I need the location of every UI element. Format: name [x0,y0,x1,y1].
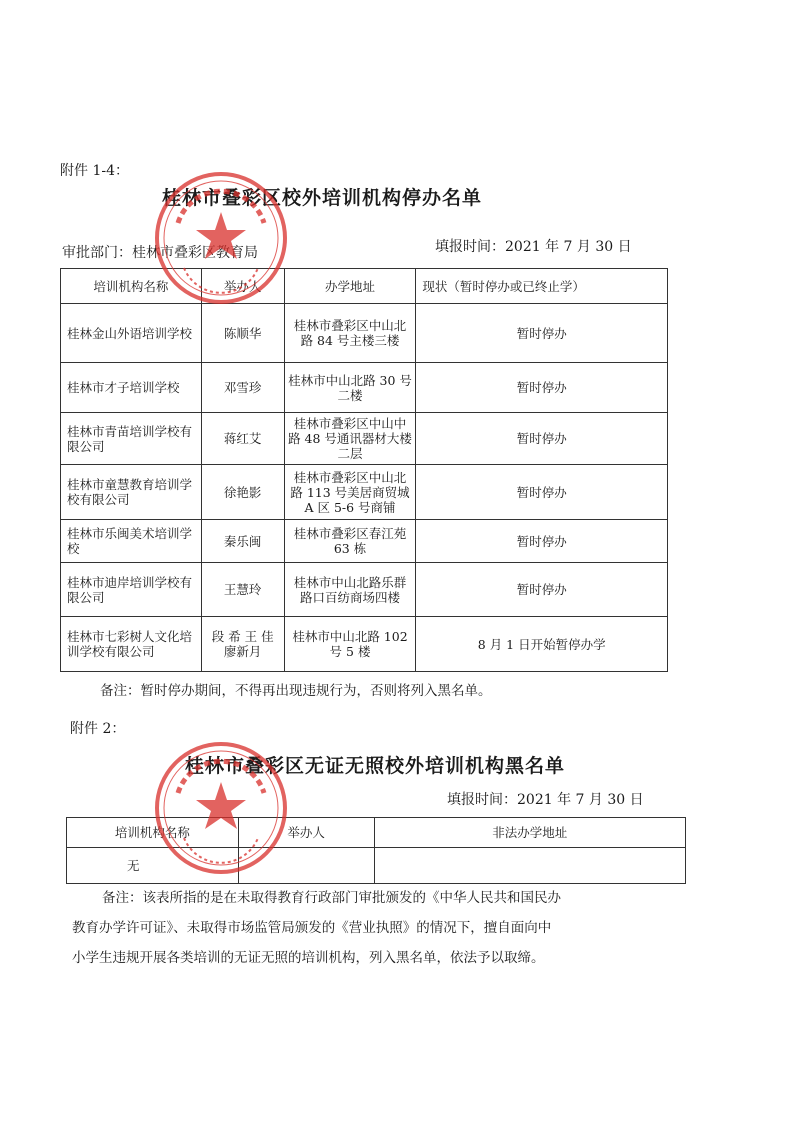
org-name: 无 [67,848,239,884]
header-cell: 办学地址 [284,269,416,304]
org-name: 桂林市七彩树人文化培训学校有限公司 [61,617,202,672]
appendix1-title: 桂林市叠彩区校外培训机构停办名单 [162,187,483,209]
address: 桂林市叠彩区春江苑 63 栋 [284,520,416,563]
owner: 段 希 王 佳 廖新月 [201,617,284,672]
owner: 蒋红艾 [201,413,284,465]
address [374,848,685,884]
header-cell: 非法办学地址 [374,818,685,848]
org-name: 桂林市乐闽美术培训学校 [61,520,202,563]
header-cell: 培训机构名称 [61,269,202,304]
official-seal-icon [148,738,294,878]
org-name: 桂林市才子培训学校 [61,363,202,413]
owner: 陈顺华 [201,304,284,363]
status: 暂时停办 [416,465,668,520]
appendix1-note: 备注：暂时停办期间，不得再出现违规行为，否则将列入黑名单。 [100,683,492,699]
org-name: 桂林市青苗培训学校有限公司 [61,413,202,465]
org-name: 桂林市童慧教育培训学校有限公司 [61,465,202,520]
appendix2-note [72,883,712,973]
org-name: 桂林市迪岸培训学校有限公司 [61,563,202,617]
address: 桂林市叠彩区中山北路 84 号主楼三楼 [284,304,416,363]
status: 暂时停办 [416,363,668,413]
appendix1-date: 填报时间：2021 年 7 月 30 日 [435,239,632,255]
address: 桂林市中山北路 30 号二楼 [284,363,416,413]
suspended-table [60,268,668,672]
table-row [61,465,668,520]
address: 桂林市中山北路乐群路口百纺商场四楼 [284,563,416,617]
table-row [61,563,668,617]
owner: 徐艳影 [201,465,284,520]
appendix2-date: 填报时间：2021 年 7 月 30 日 [447,792,644,808]
header-cell: 现状（暂时停办或已终止学） [416,269,668,304]
table-row [61,617,668,672]
status: 暂时停办 [416,520,668,563]
status: 暂时停办 [416,413,668,465]
note-line: 备注：该表所指的是在未取得教育行政部门审批颁发的《中华人民共和国民办 [102,890,561,906]
status: 暂时停办 [416,304,668,363]
status: 暂时停办 [416,563,668,617]
approval-department: 审批部门：桂林市叠彩区教育局 [62,245,258,261]
appendix2-title: 桂林市叠彩区无证无照校外培训机构黑名单 [185,755,566,777]
status: 8 月 1 日开始暂停办学 [416,617,668,672]
table-row [61,363,668,413]
official-seal-icon [148,168,294,308]
owner: 王慧玲 [201,563,284,617]
table-row [61,413,668,465]
header-cell: 培训机构名称 [67,818,239,848]
address: 桂林市叠彩区中山北路 113 号美居商贸城 A 区 5-6 号商铺 [284,465,416,520]
address: 桂林市中山北路 102 号 5 楼 [284,617,416,672]
note-line: 小学生违规开展各类培训的无证无照的培训机构，列入黑名单，依法予以取缔。 [72,950,545,966]
address: 桂林市叠彩区中山中路 48 号通讯器材大楼二层 [284,413,416,465]
owner: 秦乐闽 [201,520,284,563]
table-row [61,520,668,563]
appendix2-label: 附件 2： [70,721,126,737]
header-cell: 举办人 [238,818,374,848]
header-cell: 举办人 [201,269,284,304]
org-name: 桂林金山外语培训学校 [61,304,202,363]
table-row [61,304,668,363]
appendix1-label: 附件 1-4： [60,163,129,179]
note-line: 教育办学许可证》、未取得市场监管局颁发的《营业执照》的情况下，擅自面向中 [72,920,552,936]
owner: 邓雪珍 [201,363,284,413]
